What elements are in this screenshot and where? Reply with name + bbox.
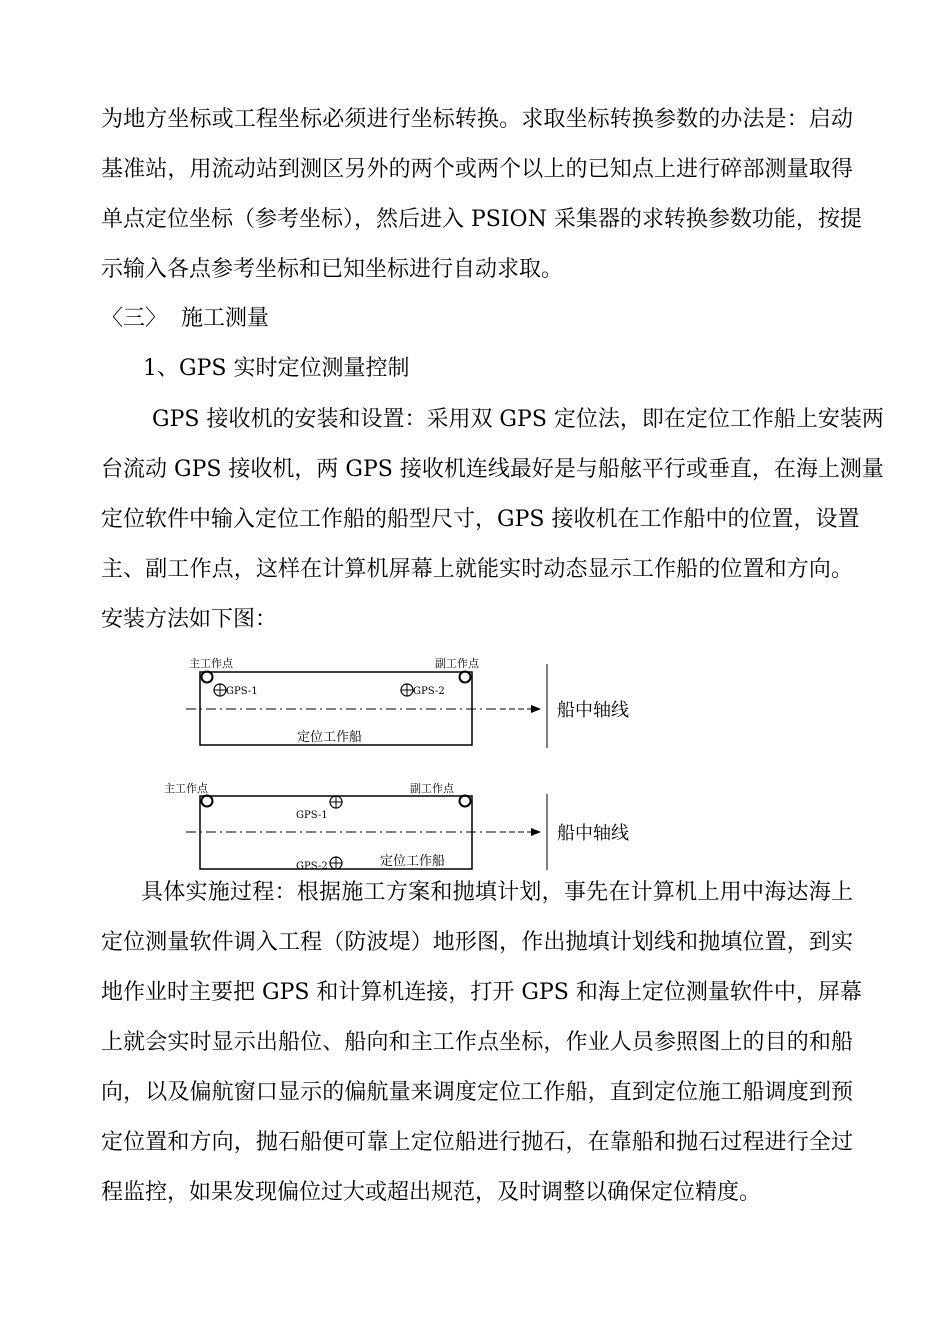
text-line: 主、副工作点，这样在计算机屏幕上就能实时动态显示工作船的位置和方向。 [101,557,853,582]
text-line: 定位置和方向，抛石船便可靠上定位船进行抛石，在靠船和抛石过程进行全过 [101,1130,853,1155]
gps-2-label: GPS-2 [296,861,328,872]
gps-1-label: GPS-1 [226,686,258,697]
section-heading: 〈三〉 施工测量 [101,306,269,331]
aux-work-point-circle [460,672,471,683]
text-line: 定位测量软件调入工程（防波堤）地形图，作出抛填计划线和抛填位置，到实 [101,930,853,955]
aux-work-point-label: 副工作点 [435,657,479,670]
text-line: 单点定位坐标（参考坐标），然后进入 PSION 采集器的求转换参数功能，按提 [101,207,862,232]
text-line: GPS 接收机的安装和设置：采用双 GPS 定位法，即在定位工作船上安装两 [152,407,884,432]
main-work-point-circle [202,796,213,807]
diagram-2 [164,781,629,872]
text-line: 上就会实时显示出船位、船向和主工作点坐标，作业人员参照图上的目的和船 [101,1030,853,1055]
gps-1-marker [214,684,226,696]
diagram-1 [186,656,629,748]
gps-2-label: GPS-2 [413,686,445,697]
aux-work-point-label: 副工作点 [410,782,454,795]
text-line: 安装方法如下图： [101,607,278,632]
gps-2-marker [401,684,413,696]
text-line: 为地方坐标或工程坐标必须进行坐标转换。求取坐标转换参数的办法是：启动 [101,107,853,132]
gps-1-label: GPS-1 [296,810,328,821]
text-line: 示输入各点参考坐标和已知坐标进行自动求取。 [101,257,564,282]
gps-1-marker [330,796,342,808]
text-line: 定位软件中输入定位工作船的船型尺寸，GPS 接收机在工作船中的位置，设置 [101,507,860,532]
subsection-heading: 1、GPS 实时定位测量控制 [143,356,410,381]
ship-label: 定位工作船 [297,730,363,745]
axis-label: 船中轴线 [557,700,629,721]
text-line: 具体实施过程：根据施工方案和抛填计划，事先在计算机上用中海达海上 [141,880,853,905]
main-work-point-label: 主工作点 [164,782,208,795]
text-line: 基准站，用流动站到测区另外的两个或两个以上的已知点上进行碎部测量取得 [101,157,853,182]
ship-label: 定位工作船 [380,854,446,869]
axis-label: 船中轴线 [557,823,629,844]
main-work-point-circle [202,672,213,683]
text-line: 向，以及偏航窗口显示的偏航量来调度定位工作船，直到定位施工船调度到预 [101,1080,853,1105]
aux-work-point-circle [460,796,471,807]
text-line: 程监控，如果发现偏位过大或超出规范，及时调整以确保定位精度。 [101,1180,762,1205]
gps-2-marker [330,857,342,869]
main-work-point-label: 主工作点 [189,657,233,670]
text-line: 台流动 GPS 接收机，两 GPS 接收机连线最好是与船舷平行或垂直，在海上测量 [101,457,884,482]
text-line: 地作业时主要把 GPS 和计算机连接，打开 GPS 和海上定位测量软件中，屏幕 [101,980,862,1005]
